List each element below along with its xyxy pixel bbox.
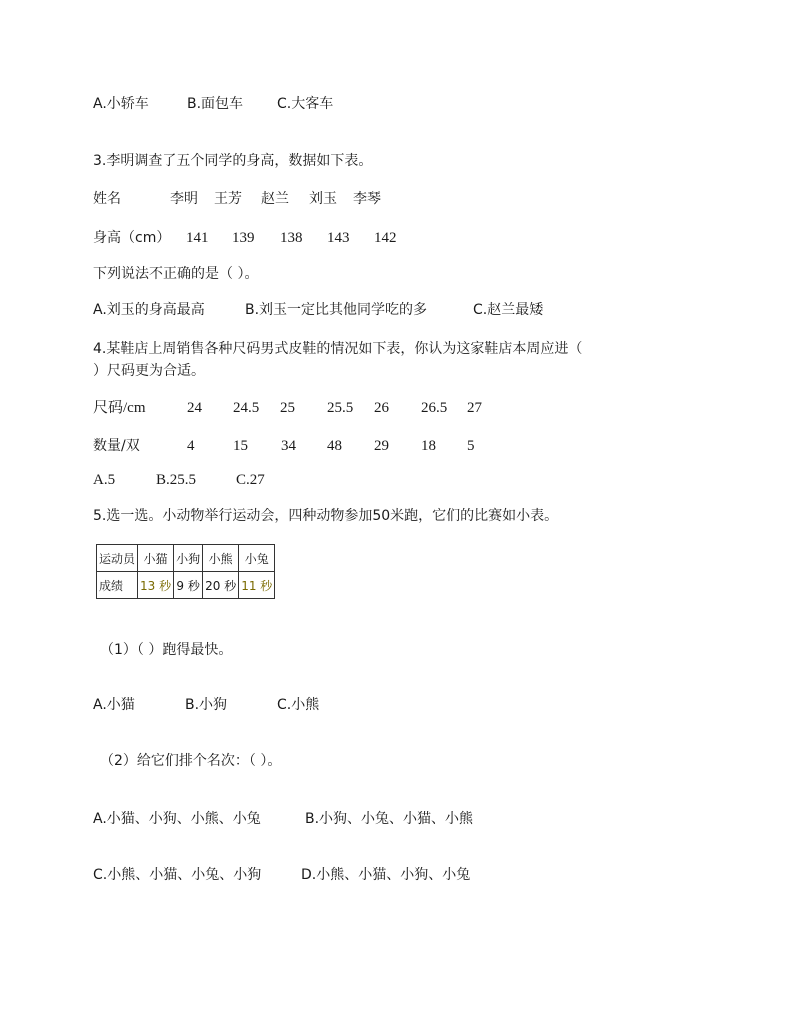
q5-sub1-options: [93, 696, 319, 714]
q3-name-label: 姓名: [93, 191, 121, 207]
q4-size-label: 尺码/cm: [93, 400, 146, 416]
q3-height-1: 141: [186, 230, 209, 246]
q3-name-1: 李明: [170, 191, 198, 207]
q4-size-5: 26: [374, 400, 389, 416]
q4-option-b[interactable]: B.25.5: [156, 472, 197, 488]
table-cell: 小熊: [203, 545, 239, 572]
q4-qty-1: 4: [187, 438, 195, 454]
q4-qty-5: 29: [374, 438, 389, 454]
q3-name-5: 李琴: [353, 191, 381, 207]
q3-name-3: 赵兰: [261, 191, 289, 207]
table-cell: 13 秒: [138, 572, 174, 599]
q5-sub2-option-c[interactable]: C.小熊、小猫、小兔、小狗: [93, 867, 262, 883]
q2-options: [93, 95, 333, 113]
q5-sub1-option-a[interactable]: A.小猫: [93, 697, 135, 713]
q3-height-label: 身高（cm）: [93, 230, 171, 246]
q4-size-7: 27: [467, 400, 482, 416]
q4-options: [93, 471, 265, 489]
q2-option-a[interactable]: A.小轿车: [93, 96, 149, 112]
table-row: [97, 572, 275, 599]
q4-option-c[interactable]: C.27: [236, 472, 265, 488]
q4-qty-6: 18: [421, 438, 436, 454]
q3-option-a[interactable]: A.刘玉的身高最高: [93, 302, 205, 318]
q3-stem: 3.李明调查了五个同学的身高，数据如下表。: [93, 153, 373, 169]
table-cell: 小兔: [239, 545, 275, 572]
q5-score-table: [96, 544, 275, 599]
q5-sub2-option-b[interactable]: B.小狗、小兔、小猫、小熊: [305, 811, 474, 827]
q4-size-4: 25.5: [327, 400, 354, 416]
q2-option-c[interactable]: C.大客车: [277, 96, 334, 112]
q4-qty-4: 48: [327, 438, 342, 454]
table-cell: 11 秒: [239, 572, 275, 599]
q3-name-4: 刘玉: [309, 191, 337, 207]
q5-sub2-option-d[interactable]: D.小熊、小猫、小狗、小兔: [301, 867, 471, 883]
q4-size-3: 25: [280, 400, 295, 416]
q4-qty-label: 数量/双: [93, 438, 140, 454]
table-cell: 小猫: [138, 545, 174, 572]
q3-options: [93, 301, 543, 319]
table-row: [97, 545, 275, 572]
q4-size-6: 26.5: [421, 400, 448, 416]
q5-sub2-options-line2: [93, 866, 470, 884]
q5-sub1-option-c[interactable]: C.小熊: [277, 697, 320, 713]
table-cell: 运动员: [97, 545, 138, 572]
q4-option-a[interactable]: A.5: [93, 472, 116, 488]
q3-option-b[interactable]: B.刘玉一定比其他同学吃的多: [245, 302, 428, 318]
q5-sub1-question: （1）（ ）跑得最快。: [100, 642, 233, 658]
table-cell: 小狗: [174, 545, 203, 572]
q4-stem-line2: ）尺码更为合适。: [93, 363, 205, 379]
table-cell: 成绩: [97, 572, 138, 599]
q4-qty-2: 15: [233, 438, 248, 454]
table-cell: 20 秒: [203, 572, 239, 599]
q5-sub2-question: （2）给它们排个名次：（ ）。: [100, 753, 282, 769]
q3-height-4: 143: [327, 230, 350, 246]
q3-option-c[interactable]: C.赵兰最矮: [473, 302, 544, 318]
q4-stem-line1: 4.某鞋店上周销售各种尺码男式皮鞋的情况如下表，你认为这家鞋店本周应进（: [93, 341, 583, 357]
q2-option-b[interactable]: B.面包车: [187, 96, 244, 112]
q5-sub2-option-a[interactable]: A.小猫、小狗、小熊、小兔: [93, 811, 261, 827]
q5-sub1-option-b[interactable]: B.小狗: [185, 697, 228, 713]
q3-height-2: 139: [232, 230, 255, 246]
q4-qty-3: 34: [281, 438, 296, 454]
table-cell: 9 秒: [174, 572, 203, 599]
q3-height-5: 142: [374, 230, 397, 246]
q5-sub2-options-line1: [93, 810, 473, 828]
q3-question: 下列说法不正确的是（ ）。: [93, 266, 259, 282]
q4-size-2: 24.5: [233, 400, 260, 416]
q4-qty-7: 5: [467, 438, 475, 454]
q5-stem: 5.选一选。小动物举行运动会，四种动物参加50米跑，它们的比赛如小表。: [93, 508, 559, 524]
q3-name-2: 王芳: [214, 191, 242, 207]
q4-size-1: 24: [187, 400, 202, 416]
q3-height-3: 138: [280, 230, 303, 246]
